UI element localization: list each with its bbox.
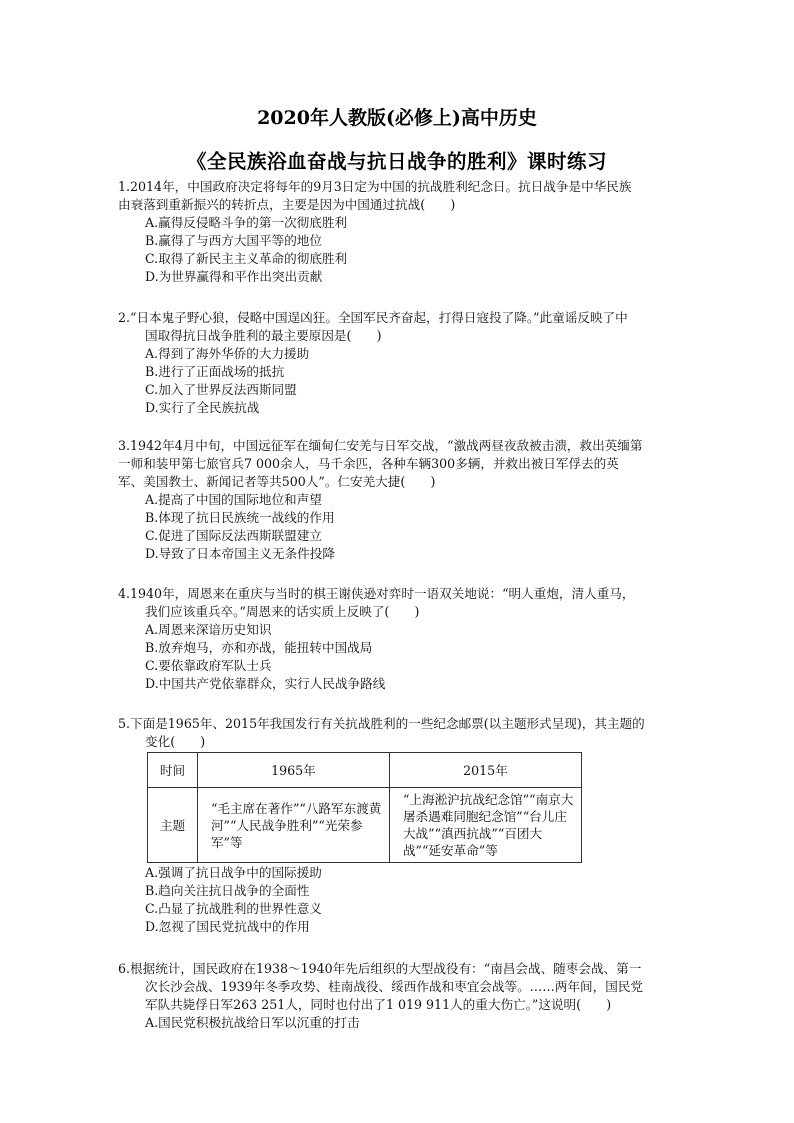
- question-3: [118, 437, 703, 563]
- table-header-2015: 2015年: [389, 753, 581, 788]
- question-3-option-b: B.体现了抗日民族统一战线的作用: [145, 510, 335, 525]
- question-5-option-d: D.忽视了国民党抗战中的作用: [145, 919, 310, 934]
- question-1: [118, 178, 703, 286]
- table-cell-2015: “上海淞沪抗战纪念馆”“南京大屠杀遇难同胞纪念馆”“台儿庄大战”“滇西抗战”“百团大战”“延安革命”等: [389, 788, 581, 863]
- question-1-option-b: B.赢得了与西方大国平等的地位: [145, 233, 322, 248]
- question-4: [118, 585, 703, 693]
- table-header-row: [148, 753, 582, 788]
- question-2-option-b: B.进行了正面战场的抵抗: [145, 364, 285, 379]
- question-2-option-d: D.实行了全民族抗战: [145, 400, 260, 415]
- stamp-theme-table: [147, 752, 582, 863]
- question-2-option-a: A.得到了海外华侨的大力援助: [145, 346, 310, 361]
- question-3-option-a: A.提高了中国的国际地位和声望: [145, 492, 322, 507]
- question-1-option-d: D.为世界赢得和平作出突出贡献: [145, 269, 323, 284]
- question-4-option-a: A.周恩来深谙历史知识: [145, 622, 272, 637]
- question-5-options: [118, 864, 703, 936]
- table-header-1965: 1965年: [197, 753, 389, 788]
- question-3-stem: 3.1942年4月中旬，中国远征军在缅甸仁安羌与日军交战，“激战两昼夜敌被击溃，救出英缅第 一师和装甲第七旅官兵7 000余人，马千余匹，各种车辆300多辆，并救出被日军俘去的英 军、美国教士、新闻记者等共500人”。仁安羌大捷( ): [118, 438, 643, 489]
- question-4-stem: 4.1940年，周恩来在重庆与当时的棋王谢侠逊对弈时一语双关地说：“明人重炮，清人重马， 我们应该重兵卒。”周恩来的话实质上反映了( ): [118, 586, 635, 619]
- table-cell-1965: “毛主席在著作”“八路军东渡黄河”“人民战争胜利”“光荣参军”等: [197, 788, 389, 863]
- question-5-option-a: A.强调了抗日战争中的国际援助: [145, 865, 322, 880]
- document-subtitle: 《全民族浴血奋战与抗日战争的胜利》课时练习: [186, 150, 607, 173]
- question-4-option-d: D.中国共产党依靠群众，实行人民战争路线: [145, 676, 386, 691]
- question-6-stem: 6.根据统计，国民政府在1938～1940年先后组织的大型战役有：“南昌会战、随枣会战、第一 次长沙会战、1939年冬季攻势、桂南战役、绥西作战和枣宜会战等。……两年间，国民党 军队共毙俘日军263 251人，同时也付出了1 019 911人的重大伤亡。”这说明( ): [118, 961, 644, 1012]
- question-3-option-d: D.导致了日本帝国主义无条件投降: [145, 546, 335, 561]
- question-2-option-c: C.加入了世界反法西斯同盟: [145, 382, 297, 397]
- question-1-option-c: C.取得了新民主主义革命的彻底胜利: [145, 251, 348, 266]
- document-title: 2020年人教版(必修上)高中历史: [257, 107, 537, 129]
- question-5-stem: 5.下面是1965年、2015年我国发行有关抗战胜利的一些纪念邮票(以主题形式呈现)，其主题的 变化( ): [118, 716, 645, 749]
- question-6: [118, 960, 703, 1032]
- question-2: [118, 309, 703, 417]
- question-5: [118, 715, 703, 751]
- table-header-time: 时间: [148, 753, 198, 788]
- question-1-option-a: A.赢得反侵略斗争的第一次彻底胜利: [145, 215, 348, 230]
- question-5-option-c: C.凸显了抗战胜利的世界性意义: [145, 901, 322, 916]
- question-3-option-c: C.促进了国际反法西斯联盟建立: [145, 528, 322, 543]
- table-row-label: 主题: [148, 788, 198, 863]
- question-6-option-a: A.国民党积极抗战给日军以沉重的打击: [145, 1015, 360, 1030]
- question-4-option-c: C.要依靠政府军队士兵: [145, 658, 272, 673]
- question-1-stem: 1.2014年，中国政府决定将每年的9月3日定为中国的抗战胜利纪念日。抗日战争是中华民族 由衰落到重新振兴的转折点，主要是因为中国通过抗战( ): [118, 179, 632, 212]
- question-5-option-b: B.趋向关注抗日战争的全面性: [145, 883, 310, 898]
- question-4-option-b: B.放弃炮马，亦和亦战，能扭转中国战局: [145, 640, 373, 655]
- table-row: [148, 788, 582, 863]
- question-2-stem: 2.“日本鬼子野心狼，侵略中国逞凶狂。全国军民齐奋起，打得日寇投了降。”此童谣反映了中 国取得抗日战争胜利的最主要原因是( ): [118, 310, 628, 343]
